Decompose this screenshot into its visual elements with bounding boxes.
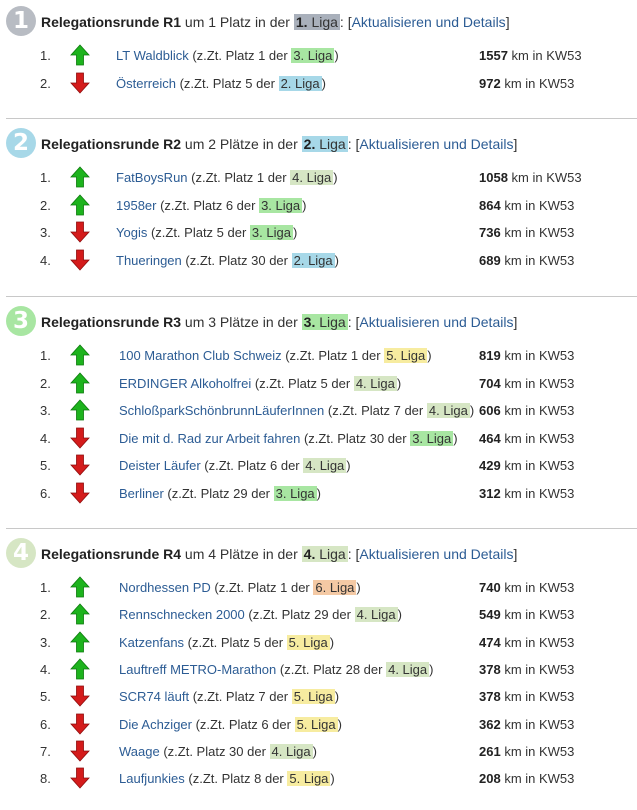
arrow-down-icon: [70, 685, 90, 707]
relegation-section: [0, 304, 637, 522]
round-title: Relegationsrunde R1: [41, 14, 182, 30]
km-value: 378 km in KW53: [479, 689, 575, 704]
arrow-down-icon: [70, 767, 90, 789]
round-title: Relegationsrunde R4: [41, 546, 182, 562]
table-row: [0, 767, 637, 789]
team-link[interactable]: Laufjunkies: [119, 771, 185, 786]
target-liga-badge: 2. Liga: [303, 136, 346, 152]
km-value: 1058 km in KW53: [479, 170, 582, 185]
details-link[interactable]: Aktualisieren und Details: [359, 136, 514, 152]
rank-number: 3.: [40, 403, 51, 418]
current-liga-badge: 5. Liga: [296, 717, 336, 732]
team-info: Lauftreff METRO-Marathon (z.Zt. Platz 28 der 4. Liga ): [119, 662, 434, 677]
arrow-up-icon: [70, 44, 90, 66]
section-title-line: Relegationsrunde R4 um 4 Plätze in der 4. Liga : [Aktualisieren und Details]: [41, 546, 518, 562]
section-header: [0, 304, 637, 338]
rank-number: 4.: [40, 253, 51, 268]
team-link[interactable]: LT Waldblick: [116, 48, 189, 63]
team-info: 1958er (z.Zt. Platz 6 der 3. Liga ): [116, 198, 307, 213]
team-info: Katzenfans (z.Zt. Platz 5 der 5. Liga ): [119, 635, 335, 650]
team-info: Die mit d. Rad zur Arbeit fahren (z.Zt. Platz 30 der 3. Liga ): [119, 431, 458, 446]
arrow-down-icon: [70, 72, 90, 94]
details-link[interactable]: Aktualisieren und Details: [359, 546, 514, 562]
table-row: [0, 740, 637, 762]
team-info: Berliner (z.Zt. Platz 29 der 3. Liga ): [119, 486, 322, 501]
arrow-up-icon: [70, 194, 90, 216]
km-value: 972 km in KW53: [479, 76, 575, 91]
km-value: 474 km in KW53: [479, 635, 575, 650]
km-value: 606 km in KW53: [479, 403, 575, 418]
table-row: [0, 372, 637, 394]
km-value: 208 km in KW53: [479, 771, 575, 786]
arrow-down-icon: [70, 482, 90, 504]
current-liga-badge: 2. Liga: [293, 253, 333, 268]
rank-number: 6.: [40, 486, 51, 501]
arrow-up-icon: [70, 344, 90, 366]
table-row: [0, 603, 637, 625]
table-row: [0, 344, 637, 366]
rank-number: 2.: [40, 198, 51, 213]
current-liga-badge: 5. Liga: [288, 635, 328, 650]
team-info: LT Waldblick (z.Zt. Platz 1 der 3. Liga ): [116, 48, 339, 63]
arrow-up-icon: [70, 166, 90, 188]
rank-number: 1.: [40, 48, 51, 63]
table-row: [0, 631, 637, 653]
section-title-line: Relegationsrunde R3 um 3 Plätze in der 3. Liga : [Aktualisieren und Details]: [41, 314, 518, 330]
relegation-section: [0, 4, 637, 110]
round-title: Relegationsrunde R3: [41, 314, 182, 330]
team-link[interactable]: 1958er: [116, 198, 157, 213]
current-liga-badge: 4. Liga: [292, 170, 332, 185]
section-divider: [6, 528, 637, 529]
team-link[interactable]: Die Achziger: [119, 717, 192, 732]
team-info: Yogis (z.Zt. Platz 5 der 3. Liga ): [116, 225, 298, 240]
round-title: Relegationsrunde R2: [41, 136, 182, 152]
rank-number: 2.: [40, 376, 51, 391]
arrow-down-icon: [70, 713, 90, 735]
table-row: [0, 454, 637, 476]
section-header: [0, 126, 637, 160]
team-link[interactable]: ERDINGER Alkoholfrei: [119, 376, 252, 391]
arrow-down-icon: [70, 454, 90, 476]
current-liga-badge: 4. Liga: [305, 458, 345, 473]
rank-number: 1.: [40, 170, 51, 185]
team-info: Waage (z.Zt. Platz 30 der 4. Liga ): [119, 744, 317, 759]
team-link[interactable]: Deister Läufer: [119, 458, 201, 473]
km-value: 704 km in KW53: [479, 376, 575, 391]
team-link[interactable]: Katzenfans: [119, 635, 185, 650]
team-info: ERDINGER Alkoholfrei (z.Zt. Platz 5 der 4. Liga ): [119, 376, 402, 391]
km-value: 689 km in KW53: [479, 253, 575, 268]
table-row: [0, 194, 637, 216]
km-value: 362 km in KW53: [479, 717, 575, 732]
arrow-up-icon: [70, 372, 90, 394]
table-row: [0, 427, 637, 449]
rank-number: 7.: [40, 744, 51, 759]
km-value: 378 km in KW53: [479, 662, 575, 677]
team-link[interactable]: SCR74 läuft: [119, 689, 190, 704]
team-link[interactable]: Yogis: [116, 225, 148, 240]
current-liga-badge: 3. Liga: [261, 198, 301, 213]
team-info: Nordhessen PD (z.Zt. Platz 1 der 6. Liga ): [119, 580, 361, 595]
details-link[interactable]: Aktualisieren und Details: [359, 314, 514, 330]
current-liga-badge: 5. Liga: [289, 771, 329, 786]
km-value: 736 km in KW53: [479, 225, 575, 240]
team-link[interactable]: Die mit d. Rad zur Arbeit fahren: [119, 431, 301, 446]
team-link[interactable]: FatBoysRun: [116, 170, 188, 185]
table-row: [0, 399, 637, 421]
km-value: 312 km in KW53: [479, 486, 575, 501]
table-row: [0, 713, 637, 735]
current-liga-badge: 3. Liga: [275, 486, 315, 501]
section-title-line: Relegationsrunde R2 um 2 Plätze in der 2. Liga : [Aktualisieren und Details]: [41, 136, 518, 152]
section-header: [0, 4, 637, 38]
table-row: [0, 249, 637, 271]
team-link[interactable]: Rennschnecken 2000: [119, 607, 245, 622]
team-link[interactable]: Österreich: [116, 76, 176, 91]
arrow-down-icon: [70, 740, 90, 762]
rank-number: 6.: [40, 717, 51, 732]
section-title-line: Relegationsrunde R1 um 1 Platz in der 1. Liga : [Aktualisieren und Details]: [41, 14, 510, 30]
team-info: FatBoysRun (z.Zt. Platz 1 der 4. Liga ): [116, 170, 338, 185]
details-link[interactable]: Aktualisieren und Details: [351, 14, 506, 30]
team-info: Deister Läufer (z.Zt. Platz 6 der 4. Liga ): [119, 458, 351, 473]
current-liga-badge: 4. Liga: [428, 403, 468, 418]
rank-number: 3.: [40, 635, 51, 650]
team-info: Rennschnecken 2000 (z.Zt. Platz 29 der 4. Liga ): [119, 607, 402, 622]
arrow-up-icon: [70, 399, 90, 421]
table-row: [0, 72, 637, 94]
team-info: 100 Marathon Club Schweiz (z.Zt. Platz 1 der 5. Liga ): [119, 348, 432, 363]
places-text: um 3 Plätze in der: [184, 314, 298, 330]
table-row: [0, 166, 637, 188]
current-liga-badge: 5. Liga: [293, 689, 333, 704]
km-value: 464 km in KW53: [479, 431, 575, 446]
table-row: [0, 44, 637, 66]
round-number-badge: 2: [6, 128, 36, 158]
team-link[interactable]: Nordhessen PD: [119, 580, 211, 595]
current-liga-badge: 3. Liga: [251, 225, 291, 240]
table-row: [0, 576, 637, 598]
current-liga-badge: 4. Liga: [356, 607, 396, 622]
rank-number: 5.: [40, 458, 51, 473]
team-info: Die Achziger (z.Zt. Platz 6 der 5. Liga ): [119, 717, 342, 732]
target-liga-badge: 1. Liga: [295, 14, 338, 30]
rank-number: 8.: [40, 771, 51, 786]
current-liga-badge: 3. Liga: [412, 431, 452, 446]
current-liga-badge: 6. Liga: [315, 580, 355, 595]
target-liga-badge: 3. Liga: [303, 314, 346, 330]
team-link[interactable]: Thueringen: [116, 253, 182, 268]
km-value: 429 km in KW53: [479, 458, 575, 473]
current-liga-badge: 4. Liga: [271, 744, 311, 759]
arrow-down-icon: [70, 249, 90, 271]
places-text: um 2 Plätze in der: [184, 136, 298, 152]
table-row: [0, 658, 637, 680]
section-divider: [6, 296, 637, 297]
section-divider: [6, 118, 637, 119]
relegation-section: [0, 536, 637, 810]
current-liga-badge: 3. Liga: [293, 48, 333, 63]
team-link[interactable]: Waage: [119, 744, 160, 759]
km-value: 1557 km in KW53: [479, 48, 582, 63]
team-info: SCR74 läuft (z.Zt. Platz 7 der 5. Liga ): [119, 689, 340, 704]
section-header: [0, 536, 637, 570]
km-value: 740 km in KW53: [479, 580, 575, 595]
round-number-badge: 3: [6, 306, 36, 336]
km-value: 819 km in KW53: [479, 348, 575, 363]
places-text: um 1 Platz in der: [184, 14, 290, 30]
team-link[interactable]: SchloßparkSchönbrunnLäuferInnen: [119, 403, 325, 418]
round-number-badge: 1: [6, 6, 36, 36]
team-link[interactable]: 100 Marathon Club Schweiz: [119, 348, 282, 363]
team-link[interactable]: Berliner: [119, 486, 164, 501]
team-info: SchloßparkSchönbrunnLäuferInnen (z.Zt. Platz 7 der 4. Liga ): [119, 403, 475, 418]
arrow-down-icon: [70, 427, 90, 449]
km-value: 261 km in KW53: [479, 744, 575, 759]
rank-number: 1.: [40, 580, 51, 595]
team-info: Österreich (z.Zt. Platz 5 der 2. Liga ): [116, 76, 326, 91]
table-row: [0, 482, 637, 504]
current-liga-badge: 4. Liga: [355, 376, 395, 391]
rank-number: 4.: [40, 431, 51, 446]
places-text: um 4 Plätze in der: [184, 546, 298, 562]
team-info: Thueringen (z.Zt. Platz 30 der 2. Liga ): [116, 253, 339, 268]
table-row: [0, 221, 637, 243]
arrow-down-icon: [70, 221, 90, 243]
relegation-section: [0, 126, 637, 288]
current-liga-badge: 4. Liga: [388, 662, 428, 677]
arrow-up-icon: [70, 658, 90, 680]
rank-number: 4.: [40, 662, 51, 677]
rank-number: 5.: [40, 689, 51, 704]
team-info: Laufjunkies (z.Zt. Platz 8 der 5. Liga ): [119, 771, 335, 786]
arrow-up-icon: [70, 631, 90, 653]
current-liga-badge: 5. Liga: [386, 348, 426, 363]
current-liga-badge: 2. Liga: [280, 76, 320, 91]
round-number-badge: 4: [6, 538, 36, 568]
team-link[interactable]: Lauftreff METRO-Marathon: [119, 662, 277, 677]
km-value: 549 km in KW53: [479, 607, 575, 622]
rank-number: 2.: [40, 607, 51, 622]
table-row: [0, 685, 637, 707]
target-liga-badge: 4. Liga: [303, 546, 346, 562]
rank-number: 3.: [40, 225, 51, 240]
km-value: 864 km in KW53: [479, 198, 575, 213]
arrow-up-icon: [70, 576, 90, 598]
rank-number: 2.: [40, 76, 51, 91]
arrow-up-icon: [70, 603, 90, 625]
rank-number: 1.: [40, 348, 51, 363]
